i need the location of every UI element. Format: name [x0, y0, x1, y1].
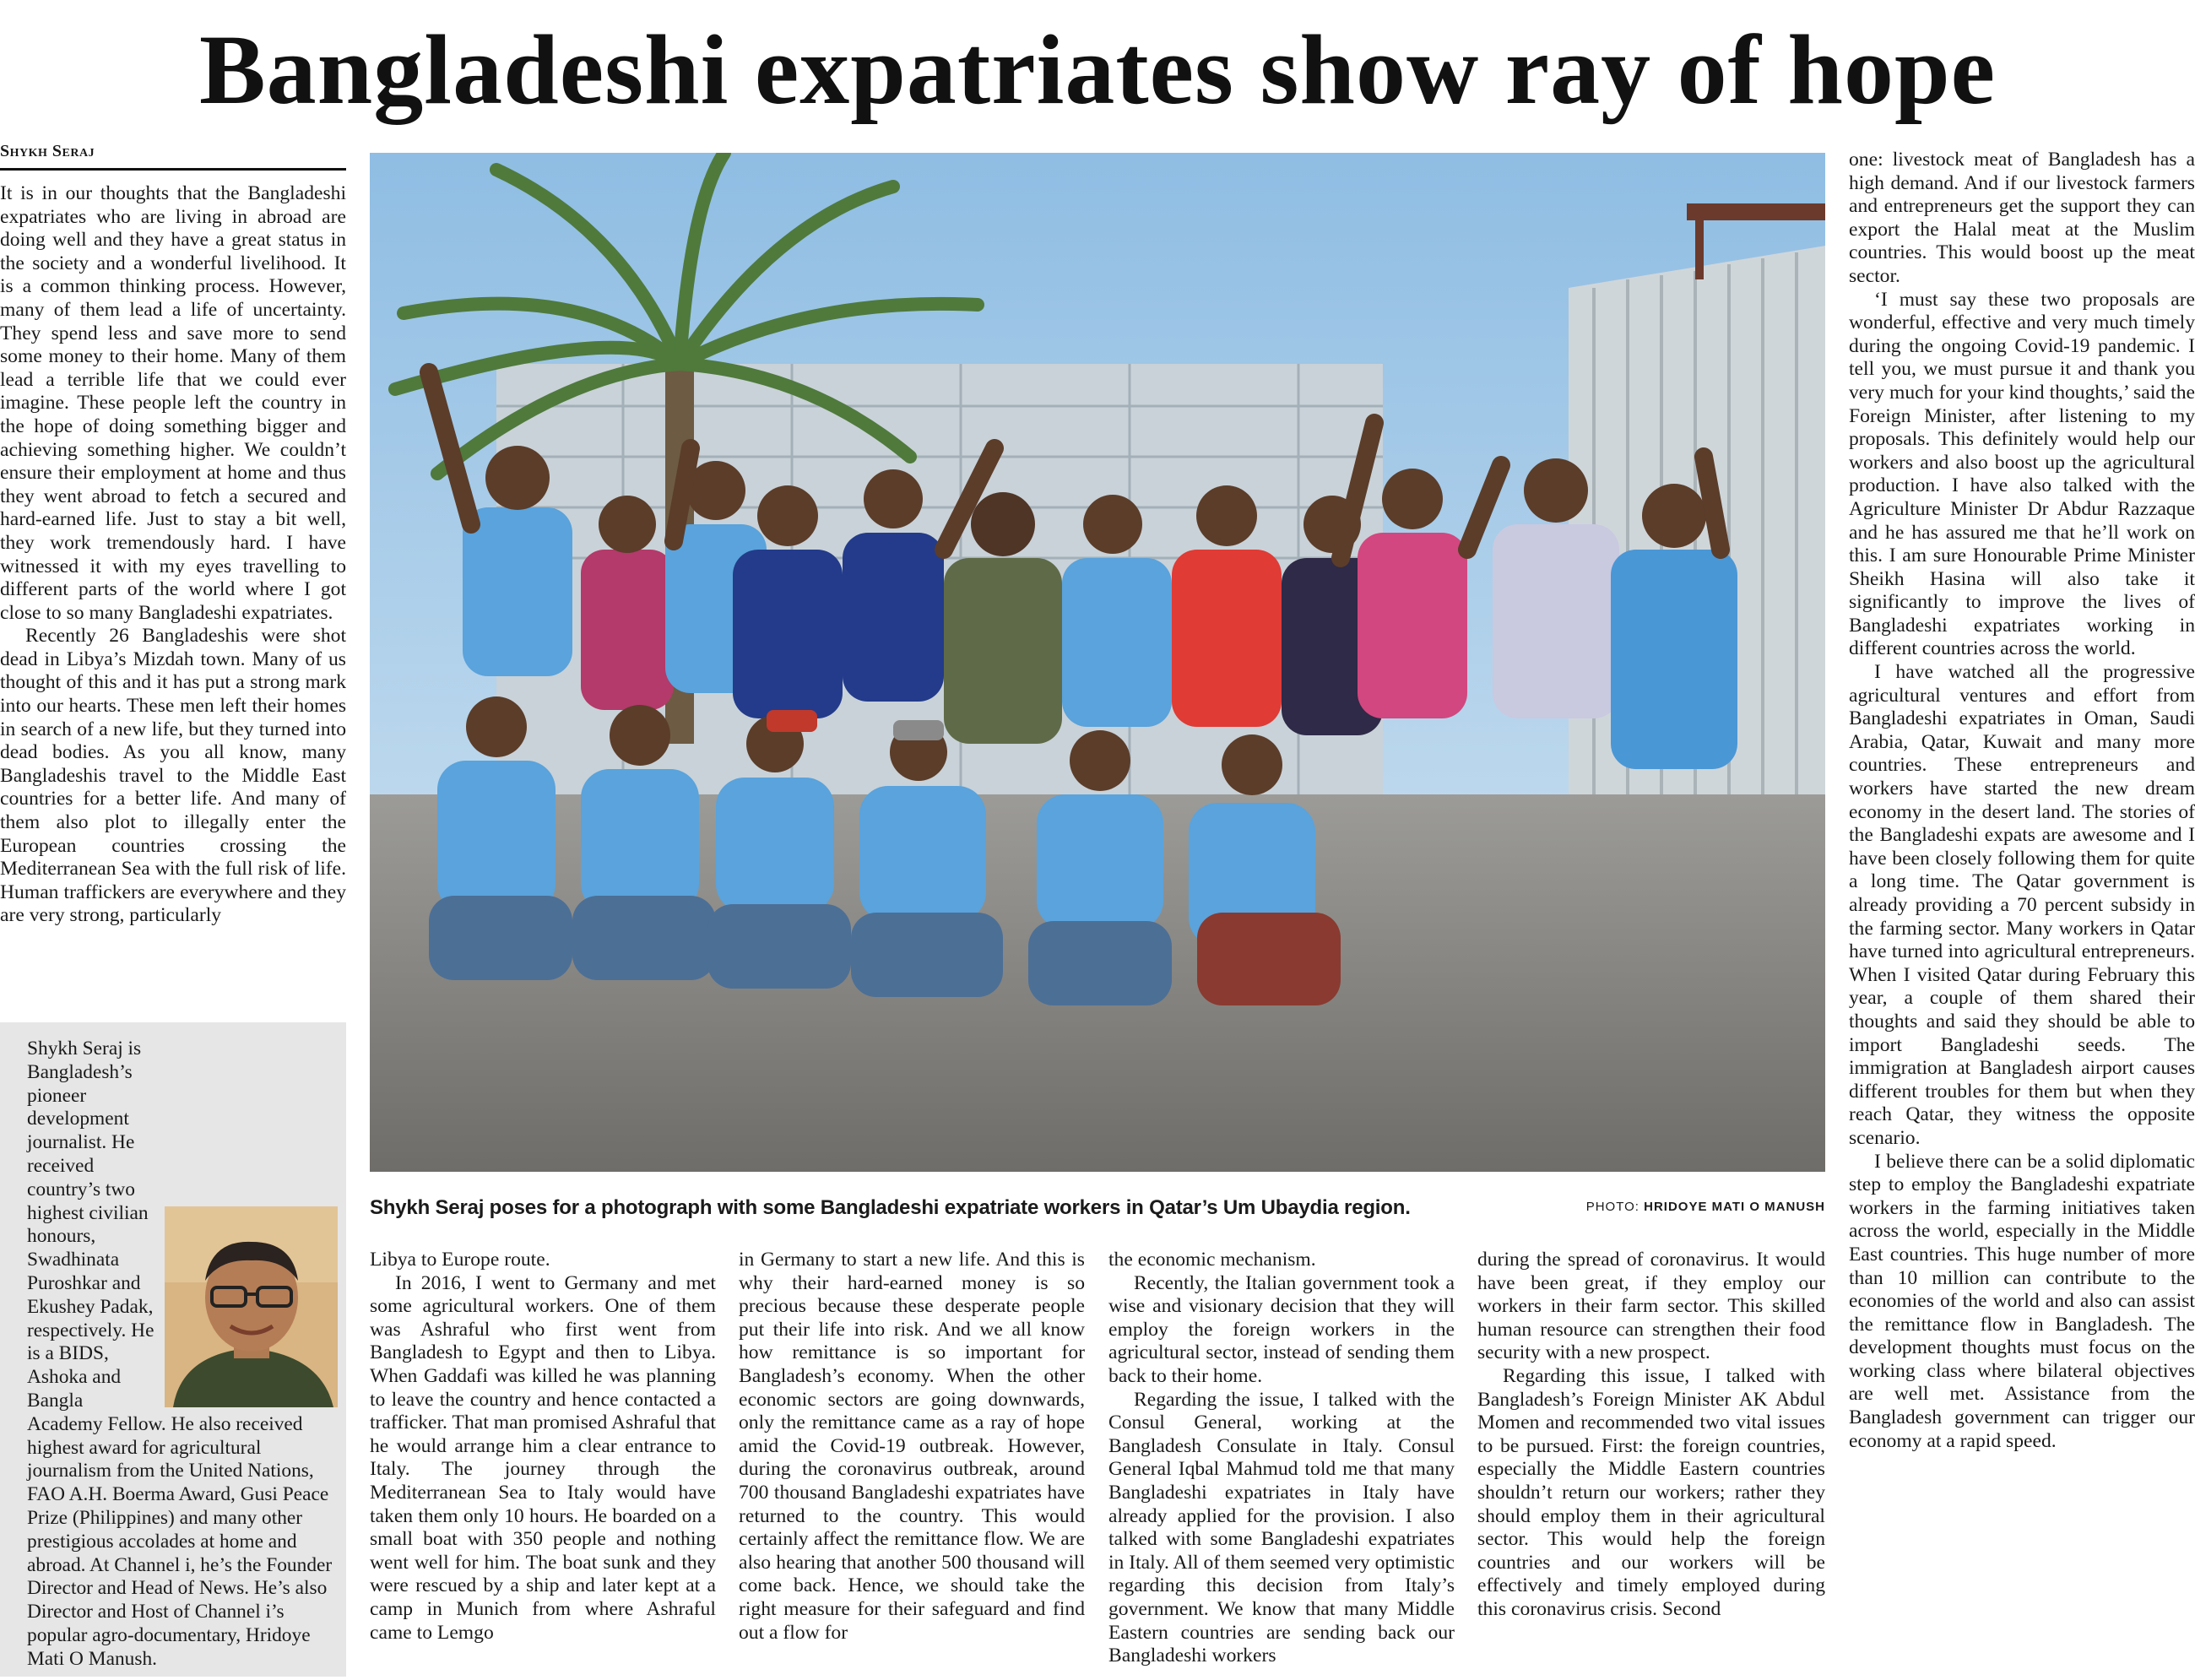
- portrait-spacer: [158, 1206, 339, 1407]
- article-column-4: [1108, 1249, 1455, 1675]
- article-column-3: [739, 1249, 1085, 1675]
- paragraph: I believe there can be a solid diplomatic step to employ the Bangladeshi expatriate workers in the farming initiatives taken across the world, especially in the Middle East countries. This huge number of more than 10 million can contribute to the economies of the world and also can assist the remittance flow in Bangladesh. The development thoughts must focus on the working class where bilateral objectives are well met. Assistance from the Bangladesh government can trigger our economy at a rapid speed.: [1849, 1150, 2195, 1452]
- paragraph: Libya to Europe route.: [370, 1249, 550, 1271]
- photo-caption: [370, 1196, 1825, 1230]
- paragraph: in Germany to start a new life. And this is why their hard-earned money is so precious because these desperate people put their life into risk. And we all know how remittance is so important for Bangladesh’s economy. When the other economic sectors are going downwards, only the remittance came as a ray of hope amid the Covid-19 outbreak. However, during the coronavirus outbreak, around 700 thousand Bangladeshi expatriates have returned to the country. This would certainly affect the remittance flow. We are also hearing that another 500 thousand will come back. Hence, we should take the right measure for their safeguard and find out a flow for: [739, 1249, 1085, 1644]
- article-column-2: [370, 1249, 716, 1675]
- lead-photo: [370, 153, 1825, 1172]
- author-bio-text: [27, 1038, 339, 1672]
- paragraph: Regarding the issue, I talked with the Consul General, working at the Bangladesh Consulate in Italy. Consul General Iqbal Mahmud told me that many Bangladeshi expatriates in Italy have already applied for the provision. I also talked with some Bangladeshi expatriates in Italy. All of them seemed very optimistic regarding this decision from Italy’s government. We know that many Middle Eastern countries are sending back our Bangladeshi workers: [1108, 1388, 1455, 1667]
- author-bio: Shykh Seraj is Bangladesh’s pioneer development journalist. He received country’s two highest civilian honours, Swadhinata Puroshkar and Ekushey Padak, respectively. He is a BIDS, Ashoka and Bangla Academy Fellow. He also received highest award for agricultural journalism from the United Nations, FAO A.H. Boerma Award, Gusi Peace Prize (Philippines) and many other prestigious accolades at home and abroad. At Channel i, he’s the Founder Director and Head of News. He’s also Director and Host of Channel i’s popular agro-documentary, Hridoye Mati O Manush.: [27, 1038, 333, 1670]
- article-column-1: [0, 182, 346, 1005]
- paragraph: Regarding this issue, I talked with Bangladesh’s Foreign Minister AK Abdul Momen and recommended two vital issues to be pursued. First: the foreign countries, especially the Middle Eastern countries shouldn’t return our workers; rather they should employ them in their agricultural sector. This would help the foreign countries and our workers will be effectively and timely employed during this coronavirus crisis. Second: [1477, 1364, 1825, 1620]
- article-column-6: [1849, 149, 2195, 1677]
- paragraph: It is in our thoughts that the Bangladeshi expatriates who are living in abroad are doing well and they have a great status in the society and a wonderful livelihood. It is a common thinking process. However, many of them lead a life of uncertainty. They spend less and save more to send some money to their home. Many of them lead a terrible life that we could ever imagine. These people left the country in the hope of doing something bigger and achieving something higher. We couldn’t ensure their employment at home and thus they went abroad to fetch a secured and hard-earned life. Just to stay a bit well, they work tremendously hard. I have witnessed it with my eyes travelling to different parts of the world where I got close to so many Bangladeshi expatriates.: [0, 182, 346, 624]
- article-column-5: [1477, 1249, 1825, 1675]
- photo-credit-label: PHOTO:: [1585, 1200, 1639, 1214]
- paragraph: the economic mechanism.: [1108, 1249, 1316, 1271]
- photo-credit-name: HRIDOYE MATI O MANUSH: [1644, 1200, 1825, 1214]
- workers-group-photo: [370, 153, 1825, 1172]
- caption-text: Shykh Seraj poses for a photograph with some Bangladeshi expatriate workers in Qatar’s Um Ubaydia region.: [370, 1196, 1411, 1219]
- paragraph: Recently 26 Bangladeshis were shot dead in Libya’s Mizdah town. Many of us thought of this and it has put a strong mark into our hearts. These men left their homes in search of a new life, but they turned into dead bodies. As you all know, many Bangladeshis travel to the Middle East countries for a better life. And many of them also plot to illegally enter the European countries crossing the Mediterranean Sea with the full risk of life. Human traffickers are everywhere and they are very strong, particularly: [0, 625, 346, 927]
- paragraph: I have watched all the progressive agricultural ventures and effort from Bangladeshi expatriates in Oman, Saudi Arabia, Qatar, Kuwait and many more countries. These entrepreneurs and workers have started the new dream economy in the desert land. The stories of the Bangladeshi expats are awesome and I have been closely following them for quite a long time. The Qatar government is already providing a 70 percent subsidy in the farming sector. Many workers in Qatar have turned into agricultural entrepreneurs. When I visited Qatar during February this year, a couple of them shared their thoughts and said they should be able to import Bangladeshi seeds. The immigration at Bangladesh airport causes different troubles for them but when they reach Qatar, they witness the opposite scenario.: [1849, 661, 2195, 1149]
- author-bio-flow: [27, 1038, 339, 1672]
- author-bio-box: [0, 1022, 346, 1677]
- headline: Bangladeshi expatriates show ray of hope: [198, 14, 1997, 125]
- paragraph: In 2016, I went to Germany and met some agricultural workers. One of them was Ashraful who first went from Bangladesh to Egypt and then to Libya. When Gaddafi was killed he was planning to leave the country and hence contacted a trafficker. That man promised Ashraful that he would arrange him a clear entrance to Italy. The journey through the Mediterranean Sea to Italy would have taken them only 10 hours. He boarded on a small boat with 350 people and nothing went well for him. The boat sunk and they were rescued by a ship and later kept at a camp in Munich from where Ashraful came to Lemgo: [370, 1271, 716, 1644]
- paragraph: one: livestock meat of Bangladesh has a high demand. And if our livestock farmers and entrepreneurs get the support they can export the Halal meat at the Muslim countries. This would boost up the meat sector.: [1849, 149, 2195, 287]
- byline: Shykh Seraj: [0, 142, 346, 171]
- paragraph: ‘I must say these two proposals are wonderful, effective and very much timely during the ongoing Covid-19 pandemic. I tell you, we must pursue it and thank you very much for your kind thoughts,’ said the Foreign Minister, after listening to my proposals. This definitely would help our workers and also boost up the agricultural production. I have also talked with the Agriculture Minister Dr Abdur Razzaque and he has assured me that he’ll work on this. I am sure Honourable Prime Minister Sheikh Hasina will also take it significantly to improve the lives of Bangladeshi expatriates working in different countries across the world.: [1849, 288, 2195, 660]
- paragraph: Recently, the Italian government took a wise and visionary decision that they will employ the foreign workers in the agricultural sector, instead of sending them back to their home.: [1108, 1271, 1455, 1387]
- photo-credit: [1586, 1200, 1825, 1214]
- paragraph: during the spread of coronavirus. It would have been great, if they employ our workers in their farm sector. This skilled human resource can strengthen their food security with a new prospect.: [1477, 1249, 1825, 1364]
